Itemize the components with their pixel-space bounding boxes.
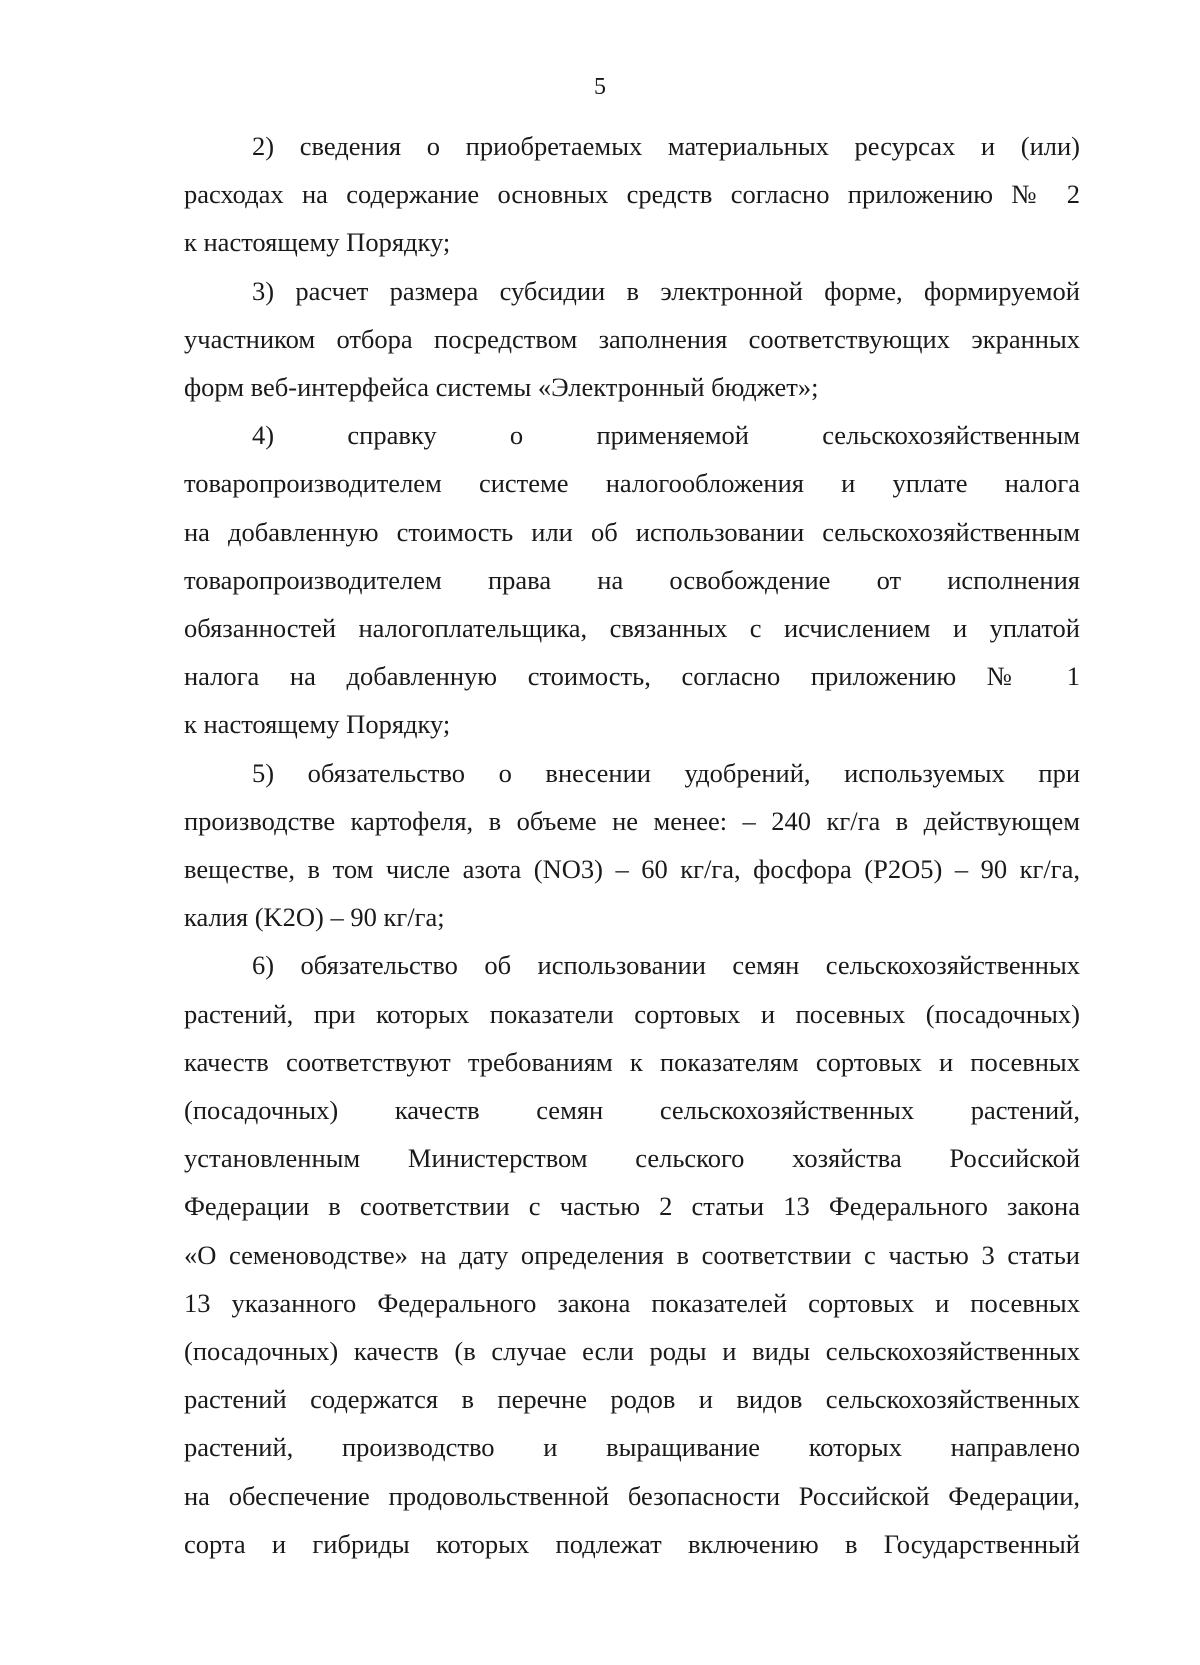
text-line: 5) обязательство о внесении удобрений, используемых при — [252, 757, 1080, 788]
text-line: калия (K2O) – 90 кг/га; — [184, 902, 445, 933]
text-line: налога на добавленную стоимость, согласно приложению № 1 — [184, 661, 1080, 692]
text-line: 2) сведения о приобретаемых материальных ресурсах и (или) — [252, 131, 1080, 161]
text-line: 13 указанного Федерального закона показателей сортовых и посевных — [184, 1287, 1080, 1318]
text-line: (посадочных) качеств семян сельскохозяйственных растений, — [184, 1095, 1080, 1126]
text-line: расходах на содержание основных средств согласно приложению № 2 — [184, 179, 1080, 210]
text-line: товаропроизводителем системе налогообложения и уплате налога — [184, 468, 1080, 499]
text-line: сорта и гибриды которых подлежат включению в Государственный — [184, 1528, 1080, 1559]
text-line: товаропроизводителем права на освобождение от исполнения — [184, 564, 1080, 595]
list-item-4 — [184, 411, 1080, 748]
text-line: на добавленную стоимость или об использовании сельскохозяйственным — [184, 516, 1080, 547]
text-line: производстве картофеля, в объеме не менее: – 240 кг/га в действующем — [184, 805, 1080, 836]
page-number: 5 — [594, 74, 606, 100]
text-line: к настоящему Порядку; — [184, 709, 451, 740]
text-line: растений содержатся в перечне родов и видов сельскохозяйственных — [184, 1384, 1080, 1415]
text-line: Федерации в соответствии с частью 2 статьи 13 Федерального закона — [184, 1191, 1080, 1222]
list-item-6 — [184, 941, 1080, 1568]
text-line: веществе, в том числе азота (NO3) – 60 кг/га, фосфора (P2O5) – 90 кг/га, — [184, 854, 1080, 885]
text-line: обязанностей налогоплательщика, связанных с исчислением и уплатой — [184, 613, 1080, 644]
text-line: 4) справку о применяемой сельскохозяйственным — [252, 420, 1080, 451]
text-line: качеств соответствуют требованиям к показателям сортовых и посевных — [184, 1046, 1080, 1077]
text-line: 6) обязательство об использовании семян сельскохозяйственных — [252, 950, 1080, 981]
list-item-3 — [184, 267, 1080, 412]
text-line: участником отбора посредством заполнения соответствующих экранных — [184, 323, 1080, 354]
list-item-5 — [184, 749, 1080, 942]
text-line: установленным Министерством сельского хозяйства Российской — [184, 1143, 1080, 1174]
text-line: (посадочных) качеств (в случае если роды и виды сельскохозяйственных — [184, 1336, 1080, 1367]
text-line: форм веб-интерфейса системы «Электронный бюджет»; — [184, 372, 819, 403]
list-item-2 — [184, 122, 1080, 267]
text-line: «О семеноводстве» на дату определения в соответствии с частью 3 статьи — [184, 1239, 1080, 1270]
text-line: 3) расчет размера субсидии в электронной форме, формируемой — [252, 275, 1080, 306]
text-line: растений, производство и выращивание которых направлено — [184, 1432, 1080, 1463]
text-line: на обеспечение продовольственной безопасности Российской Федерации, — [184, 1480, 1080, 1511]
text-line: к настоящему Порядку; — [184, 227, 451, 258]
document-body — [184, 122, 1080, 1568]
text-line: растений, при которых показатели сортовых и посевных (посадочных) — [184, 998, 1080, 1029]
